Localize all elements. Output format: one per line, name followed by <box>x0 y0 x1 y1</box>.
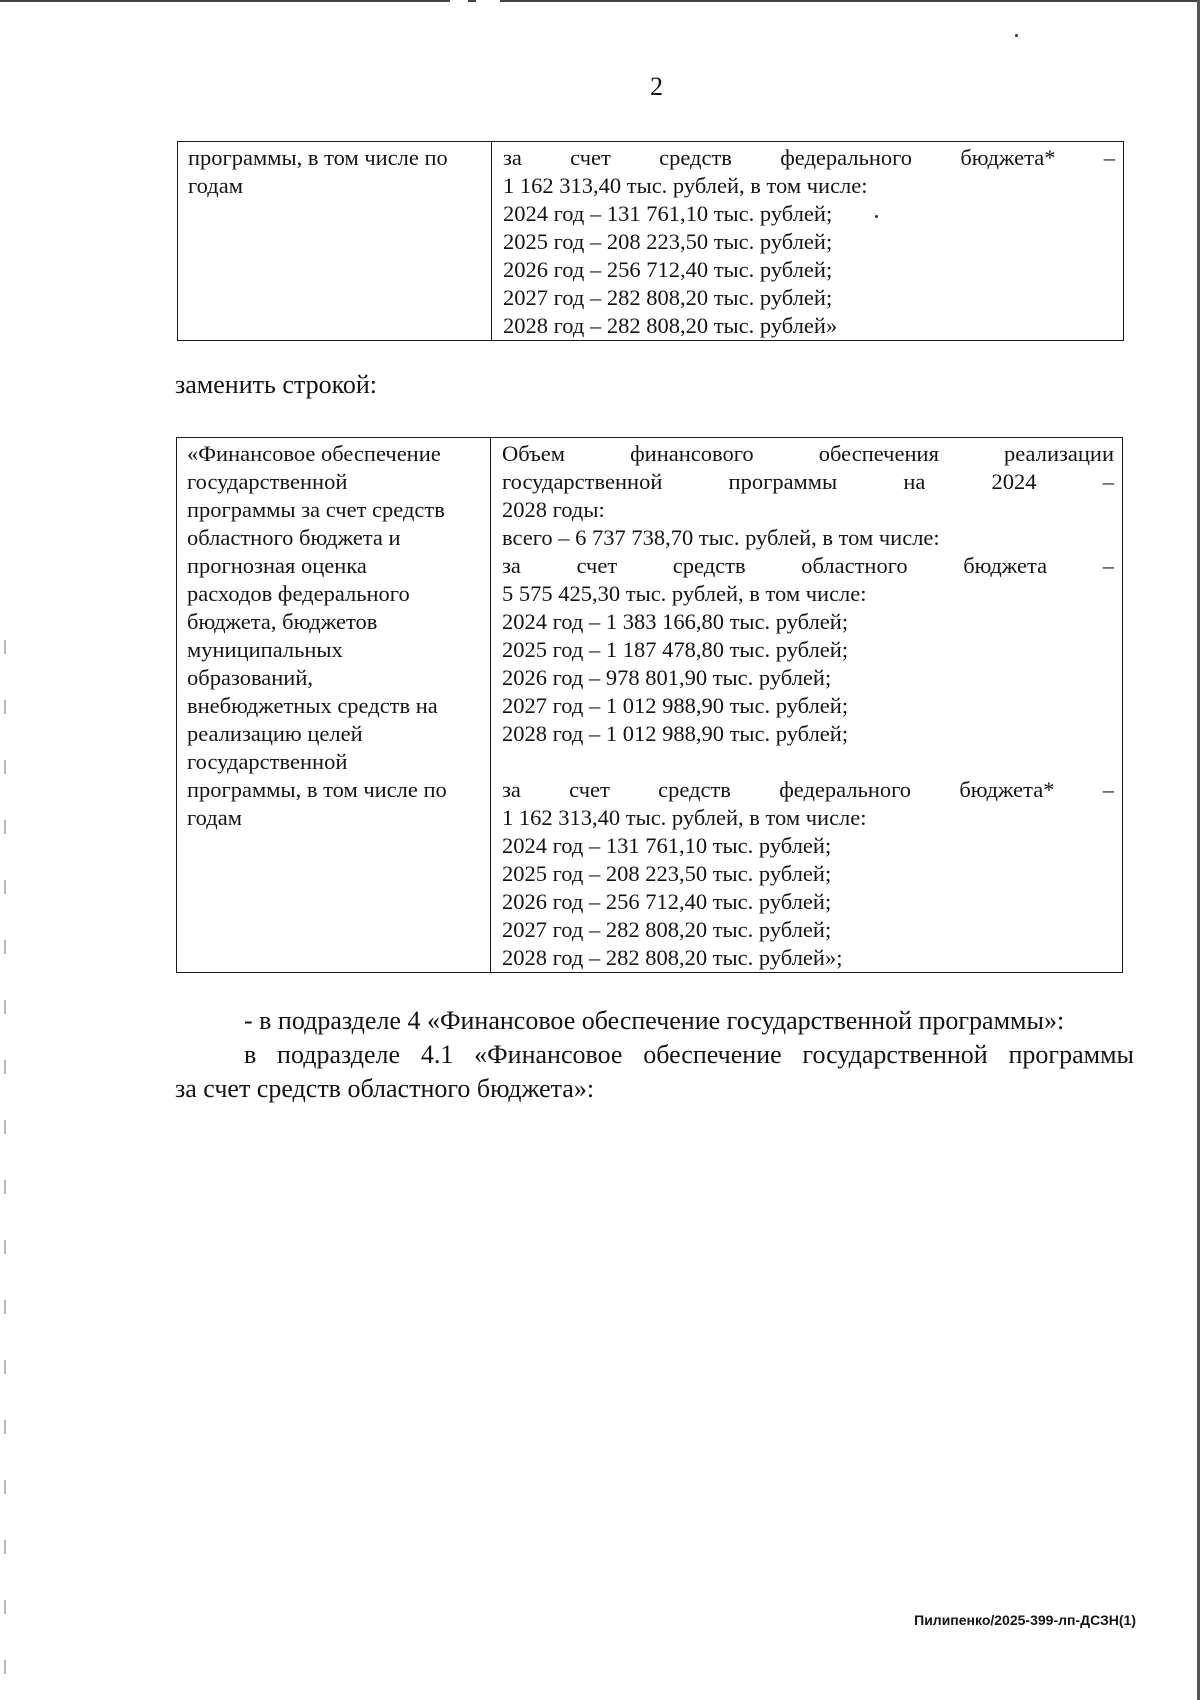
table-previous-row-label <box>178 142 492 341</box>
table-new-row <box>176 437 1123 973</box>
table-new-row-label <box>177 438 491 973</box>
text-line: Объем финансового обеспечения реализации <box>502 441 1114 466</box>
text-line: 2028 годы: <box>502 497 605 522</box>
scan-edge-line <box>468 0 476 2</box>
text-line: за счет средств федерального бюджета* – <box>503 145 1115 170</box>
text-line: «Финансовое обеспечение <box>187 441 441 466</box>
text-line: 2028 год – 282 808,20 тыс. рублей»; <box>502 945 843 970</box>
text-line: государственной программы на 2024 – <box>502 469 1114 494</box>
text-line: годам <box>187 805 242 830</box>
text-line: программы, в том числе по <box>188 145 448 170</box>
scan-speck <box>1015 34 1018 37</box>
text-line: 2025 год – 208 223,50 тыс. рублей; <box>503 229 833 254</box>
text-line: всего – 6 737 738,70 тыс. рублей, в том числе: <box>502 525 940 550</box>
text-line: 2028 год – 1 012 988,90 тыс. рублей; <box>502 721 849 746</box>
text-line: внебюджетных средств на <box>187 693 438 718</box>
table-previous-row-value <box>492 142 1124 341</box>
text-line: за счет средств федерального бюджета* – <box>502 777 1114 802</box>
text-line: расходов федерального <box>187 581 410 606</box>
replace-instruction: заменить строкой: <box>175 370 378 399</box>
text-line: 2026 год – 978 801,90 тыс. рублей; <box>502 665 832 690</box>
text-line: 2025 год – 1 187 478,80 тыс. рублей; <box>502 637 849 662</box>
text-line: реализацию целей <box>187 721 363 746</box>
text-line: 2024 год – 131 761,10 тыс. рублей; <box>502 833 832 858</box>
text-line: 2027 год – 282 808,20 тыс. рублей; <box>502 917 832 942</box>
text-line: образований, <box>187 665 314 690</box>
text-line: 2025 год – 208 223,50 тыс. рублей; <box>502 861 832 886</box>
paragraph-subsection-4-1-continued: за счет средств областного бюджета»: <box>175 1074 595 1103</box>
paragraph-subsection-4: - в подразделе 4 «Финансовое обеспечение государственной программы»: <box>244 1006 1065 1035</box>
text-line: 2026 год – 256 712,40 тыс. рублей; <box>503 257 833 282</box>
scan-edge-line <box>500 0 1200 2</box>
text-line: 1 162 313,40 тыс. рублей, в том числе: <box>503 173 868 198</box>
table-previous-row <box>177 141 1124 341</box>
text-line: 2028 год – 282 808,20 тыс. рублей» <box>503 313 838 338</box>
text-line: 1 162 313,40 тыс. рублей, в том числе: <box>502 805 867 830</box>
text-line: 5 575 425,30 тыс. рублей, в том числе: <box>502 581 867 606</box>
text-line: 2027 год – 282 808,20 тыс. рублей; <box>503 285 833 310</box>
text-line: государственной <box>187 749 348 774</box>
document-code: Пилипенко/2025-399-лп-ДСЗН(1) <box>914 1612 1136 1628</box>
line-gap <box>502 748 1114 776</box>
text-line: бюджета, бюджетов <box>187 609 378 634</box>
text-line: 2026 год – 256 712,40 тыс. рублей; <box>502 889 832 914</box>
table-new-row-value <box>491 438 1123 973</box>
text-line: государственной <box>187 469 348 494</box>
text-line: годам <box>188 173 243 198</box>
text-line: муниципальных <box>187 637 343 662</box>
scan-binding-marks <box>4 640 6 1700</box>
text-line: 2024 год – 1 383 166,80 тыс. рублей; <box>502 609 849 634</box>
text-line: программы за счет средств <box>187 497 445 522</box>
text-line: прогнозная оценка <box>187 553 367 578</box>
text-line: областного бюджета и <box>187 525 401 550</box>
text-line: за счет средств областного бюджета – <box>502 553 1114 578</box>
paragraph-subsection-4-1: в подразделе 4.1 «Финансовое обеспечение государственной программы <box>244 1040 1134 1069</box>
text-line: 2024 год – 131 761,10 тыс. рублей; <box>503 201 833 226</box>
scan-edge-line <box>0 0 450 2</box>
page-number: 2 <box>650 72 663 101</box>
text-line: программы, в том числе по <box>187 777 447 802</box>
text-line: 2027 год – 1 012 988,90 тыс. рублей; <box>502 693 849 718</box>
